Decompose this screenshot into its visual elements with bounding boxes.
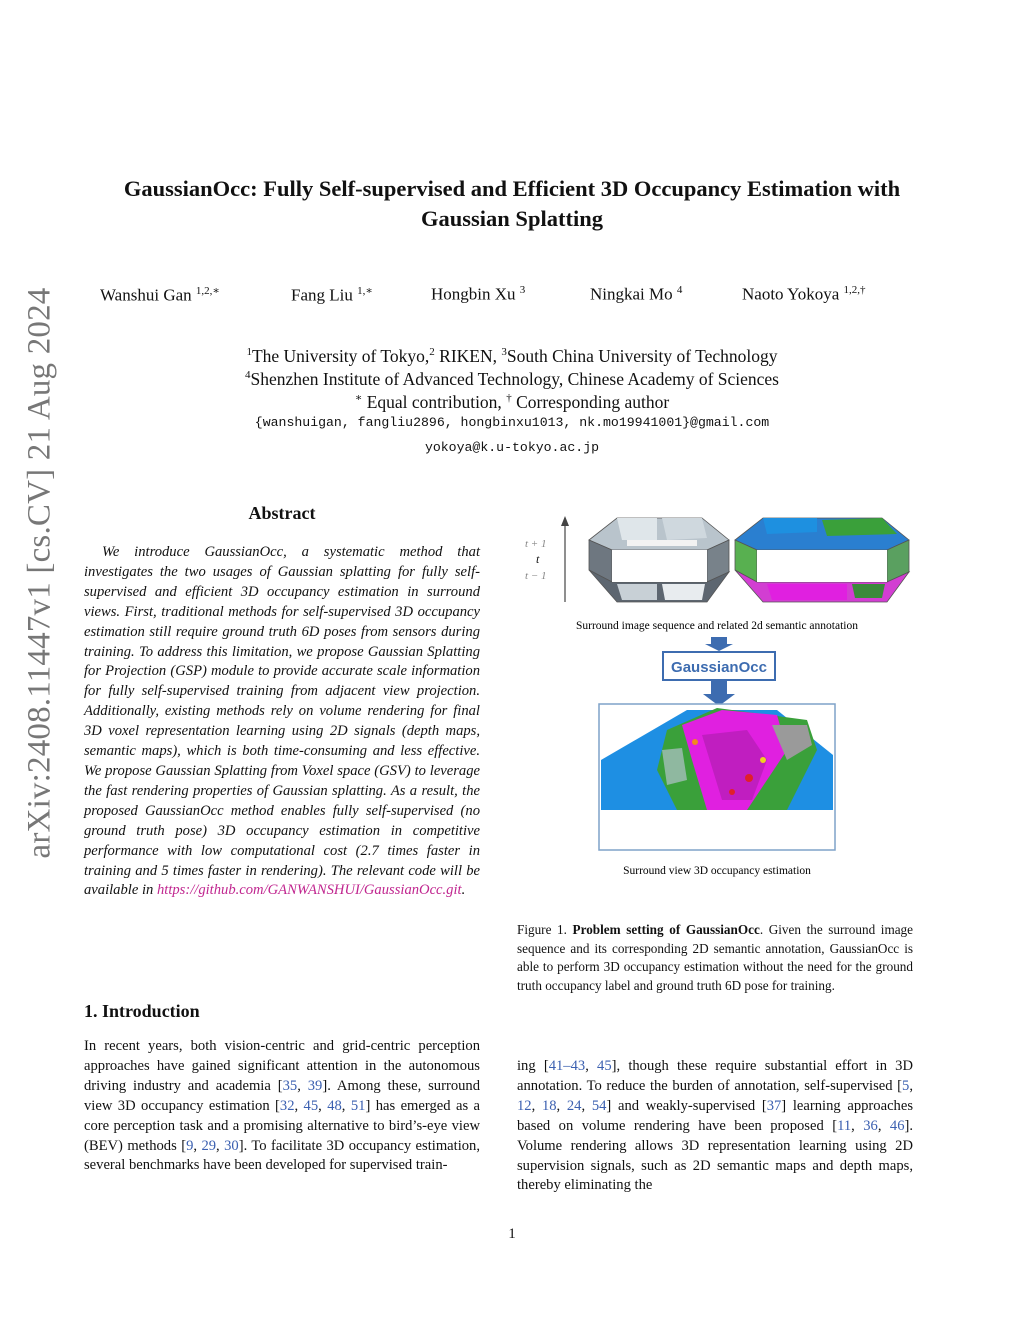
text: ]. Among these, surround view 3D occupancy estimation [ xyxy=(84,1077,481,1114)
surround-images-ring xyxy=(589,518,729,602)
label-t-plus: t + 1 xyxy=(525,538,547,550)
author-name: Fang Liu xyxy=(291,285,353,305)
text: ing [ xyxy=(517,1058,549,1074)
text: ] has emerged as a core perception task and a promising alternative to bird’s-eye view (BEV) methods [ xyxy=(84,1097,481,1154)
affil-text: The University of Tokyo, xyxy=(251,345,430,366)
author-1 xyxy=(100,284,220,306)
citation[interactable]: 9 xyxy=(186,1137,194,1154)
affil-mark: 3 xyxy=(501,346,507,358)
title-line-2: Gaussian Splatting xyxy=(421,206,603,231)
citation[interactable]: 24 xyxy=(566,1097,582,1114)
affil-text: RIKEN, xyxy=(434,345,502,366)
caption-bold: Problem setting of GaussianOcc xyxy=(572,922,760,937)
caption-prefix: Figure 1. xyxy=(517,922,573,937)
figure-1-caption xyxy=(517,921,913,995)
citation[interactable]: 46 xyxy=(889,1117,905,1134)
page-number: 1 xyxy=(508,1226,516,1242)
section-heading-introduction: 1. Introduction xyxy=(84,1001,200,1021)
abstract-text: We introduce GaussianOcc, a systematic method that investigates the two usages of Gaussian splatting for fully self-supervised and efficient 3D occupancy estimation in surround views. First, traditional methods for self-supervised 3D occupancy estimation still require ground truth 6D poses from sensors during training. To address this limitation, we propose Gaussian Splatting for Projection (GSP) module to provide accurate scale information for fully self-supervised training from adjacent view projection. Additionally, existing methods rely on volume rendering for final 3D voxel representation learning using 2D signals (depth maps, semantic maps), which is both time-consuming and less effective. We propose Gaussian Splatting from Voxel space (GSV) to leverage the fast rendering properties of Gaussian splatting. As a result, the proposed GaussianOcc method enables fully self-supervised (no ground truth pose) 3D occupancy estimation in competitive performance with low computational cost (2.7 times faster in training and 5 times faster in rendering). The relevant code will be available in xyxy=(84,544,480,899)
affil-mark: ∗ xyxy=(354,392,363,404)
author-3 xyxy=(431,284,525,305)
affil-mark: † xyxy=(506,392,512,404)
affil-text: Corresponding author xyxy=(511,391,670,412)
citation[interactable]: 36 xyxy=(863,1117,878,1134)
text: ], though these require substantial effort in 3D annotation. To reduce the burden of annotation, self-supervised [ xyxy=(517,1058,914,1094)
citation[interactable]: 51 xyxy=(350,1097,366,1114)
citation[interactable]: 5 xyxy=(902,1077,910,1094)
intro-paragraph: In recent years, both vision-centric and grid-centric perception approaches have gained significant attention in the autonomous driving industry and academia [35, 39]. Among these, surround view 3D occupancy estimation [32, 45, 48, 51] has emerged as a core perception task and a promising alternative to bird’s-eye view (BEV) methods [9, 29, 30]. To facilitate 3D occupancy estimation, several benchmarks have been developed for supervised train- xyxy=(84,1038,481,1174)
citation[interactable]: 54 xyxy=(591,1097,607,1114)
email-line-1: {wanshuigan, fangliu2896, hongbinxu1013, nk.mo19941001}@gmail.com xyxy=(254,415,770,430)
author-2 xyxy=(291,284,373,306)
abstract-end: . xyxy=(461,882,466,899)
author-name: Hongbin Xu xyxy=(431,284,516,304)
occupancy-estimation-render xyxy=(599,704,835,850)
citation[interactable]: 48 xyxy=(327,1097,342,1114)
text: In recent years, both vision-centric and grid-centric perception approaches have gained significant attention in the autonomous driving industry and academia [ xyxy=(84,1038,480,1094)
citation[interactable]: 32 xyxy=(279,1097,295,1114)
figure-1 xyxy=(517,510,917,890)
text: ] and weakly-supervised [ xyxy=(606,1097,767,1114)
citation[interactable]: 45 xyxy=(597,1058,612,1074)
abstract-body xyxy=(84,543,480,901)
caption-text: . Given the surround image sequence and its corresponding 2D semantic annotation, GaussianOcc is able to perform 3D occupancy estimation without the need for the ground truth occupancy label and ground truth 6D pose for training. xyxy=(517,922,914,993)
email-line-2: yokoya@k.u-tokyo.ac.jp xyxy=(424,440,600,455)
author-name: Wanshui Gan xyxy=(100,285,192,305)
author-affil: 1,2,∗ xyxy=(195,285,220,297)
author-name: Naoto Yokoya xyxy=(742,284,840,304)
time-axis-arrow-icon xyxy=(561,516,569,526)
figure-label-top: Surround image sequence and related 2d semantic annotation xyxy=(576,620,858,632)
citation[interactable]: 30 xyxy=(224,1137,239,1154)
affil-text: Equal contribution, xyxy=(362,391,507,412)
citation[interactable]: 45 xyxy=(303,1097,319,1114)
author-affil: 4 xyxy=(676,284,683,296)
title-line-1: GaussianOcc: Fully Self-supervised and Efficient 3D Occupancy Estimation with xyxy=(123,176,901,201)
text: ]. Volume rendering allows 3D representation learning using 2D supervision signals, such as 2D semantic maps and depth maps, thereby eliminating the xyxy=(517,1117,914,1194)
arrow-down-icon xyxy=(703,681,735,706)
citation[interactable]: 12 xyxy=(517,1097,532,1114)
author-5 xyxy=(742,284,866,305)
text: , xyxy=(297,1077,308,1094)
citation[interactable]: 11 xyxy=(837,1117,852,1134)
citation[interactable]: 41–43 xyxy=(548,1058,586,1074)
abstract-heading: Abstract xyxy=(248,503,316,523)
citation[interactable]: 18 xyxy=(541,1097,557,1114)
figure-label-bottom: Surround view 3D occupancy estimation xyxy=(623,865,811,877)
label-t-minus: t − 1 xyxy=(525,570,547,582)
right-column-paragraph: ing [41–43, 45], though these require substantial effort in 3D annotation. To reduce the burden of annotation, self-supervised [5, 12, 18, 24, 54] and weakly-supervised [37] learning approaches based on volume rendering have been proposed [11, 36, 46]. Volume rendering allows 3D representation learning using 2D supervision signals, such as 2D semantic maps and depth maps, thereby eliminating the xyxy=(517,1058,914,1194)
citation[interactable]: 37 xyxy=(766,1097,782,1114)
affil-mark: 2 xyxy=(429,346,435,358)
citation[interactable]: 35 xyxy=(282,1077,298,1094)
text: ]. To facilitate 3D occupancy estimation, several benchmarks have been developed for supervised train- xyxy=(84,1137,480,1174)
author-affil: 1,∗ xyxy=(357,285,373,297)
author-affil: 3 xyxy=(519,284,526,296)
label-t: t xyxy=(536,552,540,566)
affil-text: Shenzhen Institute of Advanced Technology, Chinese Academy of Sciences xyxy=(250,368,779,389)
semantic-annotation-ring xyxy=(735,518,909,602)
author-name: Ningkai Mo xyxy=(590,284,673,304)
affiliation-line-3 xyxy=(120,387,904,414)
citation[interactable]: 39 xyxy=(307,1077,323,1094)
text: ] learning approaches based on volume rendering have been proposed [ xyxy=(517,1097,913,1134)
arxiv-identifier: arXiv:2408.11447v1 [cs.CV] 21 Aug 2024 xyxy=(21,287,58,859)
paper-title xyxy=(60,174,964,234)
author-4 xyxy=(590,284,682,305)
code-link[interactable]: https://github.com/GANWANSHUI/GaussianOcc.git xyxy=(156,882,462,899)
arrow-down-icon xyxy=(705,637,733,651)
gaussianocc-box-label: GaussianOcc xyxy=(671,659,767,676)
affil-text: South China University of Technology xyxy=(506,345,778,366)
citation[interactable]: 29 xyxy=(201,1137,217,1154)
author-affil: 1,2,† xyxy=(843,284,866,296)
affil-mark: 4 xyxy=(245,369,251,381)
affil-mark: 1 xyxy=(246,346,252,358)
